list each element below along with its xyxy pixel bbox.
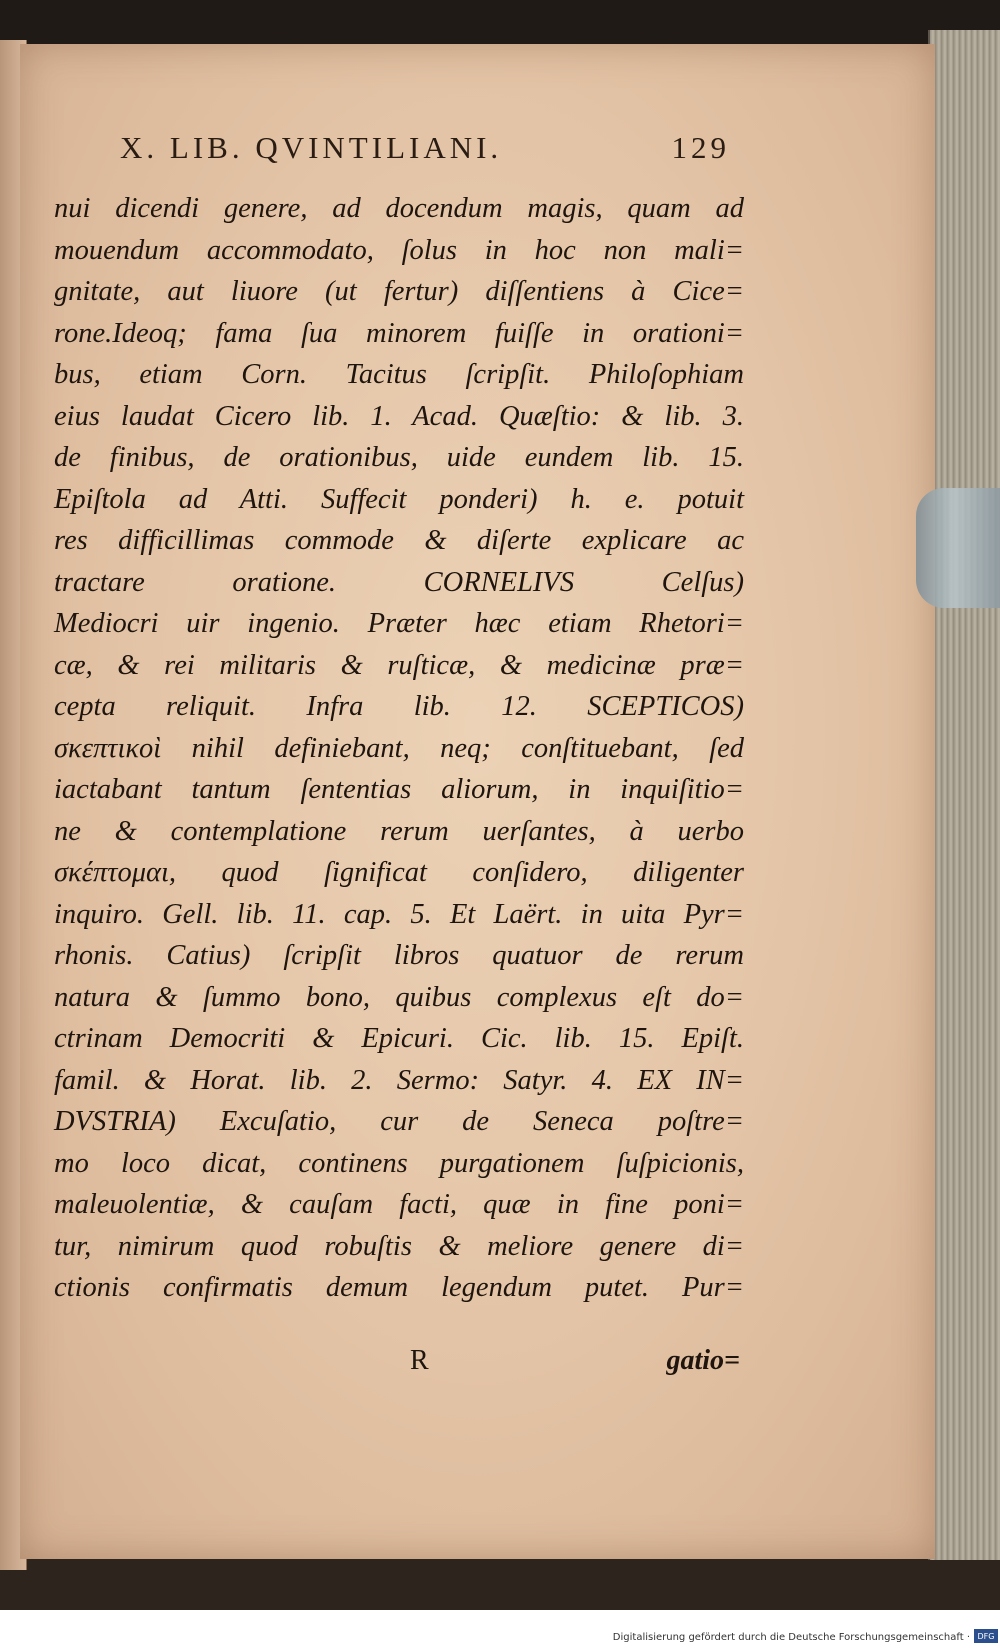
text-line: natura & ſummo bono, quibus complexus eſt do= <box>54 981 744 1013</box>
body-text <box>54 188 744 1309</box>
text-line: mo loco dicat, continens purgationem ſuſpicionis, <box>54 1147 744 1179</box>
text-line: res difficillimas commode & diſerte explicare ac <box>54 525 744 556</box>
text-line: ne & contemplatione rerum uerſantes, à uerbo <box>54 815 744 847</box>
text-line: σκεπτικοὶ nihil definiebant, neq; conſtituebant, ſed <box>54 732 744 764</box>
text-line: inquiro. Gell. lib. 11. cap. 5. Et Laërt. in uita Pyr= <box>54 898 744 930</box>
page-footer <box>410 1345 740 1377</box>
text-line: Mediocri uir ingenio. Præter hæc etiam Rhetori= <box>54 608 744 639</box>
text-line: iactabant tantum ſententias aliorum, in inquiſitio= <box>54 774 744 805</box>
text-line: famil. & Horat. lib. 2. Sermo: Satyr. 4. EX IN= <box>54 1064 744 1096</box>
text-line: maleuolentiæ, & cauſam facti, quæ in fine poni= <box>54 1189 744 1220</box>
text-line: de finibus, de orationibus, uide eundem lib. 15. <box>54 442 744 473</box>
page-number: 129 <box>671 130 730 165</box>
clasp-tab <box>916 488 1000 608</box>
running-head-title: X. LIB. QVINTILIANI. <box>120 130 503 165</box>
text-line: tur, nimirum quod robuſtis & meliore genere di= <box>54 1230 744 1262</box>
text-line: σκέπτομαι, quod ſignificat conſidero, diligenter <box>54 857 744 888</box>
text-line: nui dicendi genere, ad docendum magis, quam ad <box>54 193 744 224</box>
text-line: ctionis confirmatis demum legendum putet. Pur= <box>54 1272 744 1303</box>
dfg-logo: DFG <box>974 1629 998 1643</box>
text-line: mouendum accommodato, ſolus in hoc non mali= <box>54 234 744 266</box>
text-line: tractare oratione. CORNELIVS Celſus) <box>54 566 744 598</box>
text-line: Epiſtola ad Atti. Suffecit ponderi) h. e. potuit <box>54 483 744 515</box>
text-line: rhonis. Catius) ſcripſit libros quatuor de rerum <box>54 940 744 971</box>
text-line: eius laudat Cicero lib. 1. Acad. Quæſtio: & lib. 3. <box>54 400 744 432</box>
running-head <box>120 130 730 166</box>
text-line: cæ, & rei militaris & ruſticæ, & medicinæ præ= <box>54 649 744 681</box>
page-block-edge <box>928 30 1000 1560</box>
catchword: gatio= <box>666 1345 740 1376</box>
text-line: DVSTRIA) Excuſatio, cur de Seneca poſtre= <box>54 1106 744 1137</box>
digitization-credit: Digitalisierung gefördert durch die Deutsche Forschungsgemeinschaft · <box>612 1632 970 1643</box>
text-line: rone.Ideoq; fama ſua minorem fuiſſe in orationi= <box>54 317 744 349</box>
text-line: bus, etiam Corn. Tacitus ſcripſit. Philoſophiam <box>54 359 744 390</box>
signature-mark: R <box>410 1345 429 1376</box>
text-line: cepta reliquit. Infra lib. 12. SCEPTICOS) <box>54 691 744 722</box>
text-line: gnitate, aut liuore (ut fertur) diſſentiens à Cice= <box>54 276 744 307</box>
text-line: ctrinam Democriti & Epicuri. Cic. lib. 15. Epiſt. <box>54 1023 744 1054</box>
